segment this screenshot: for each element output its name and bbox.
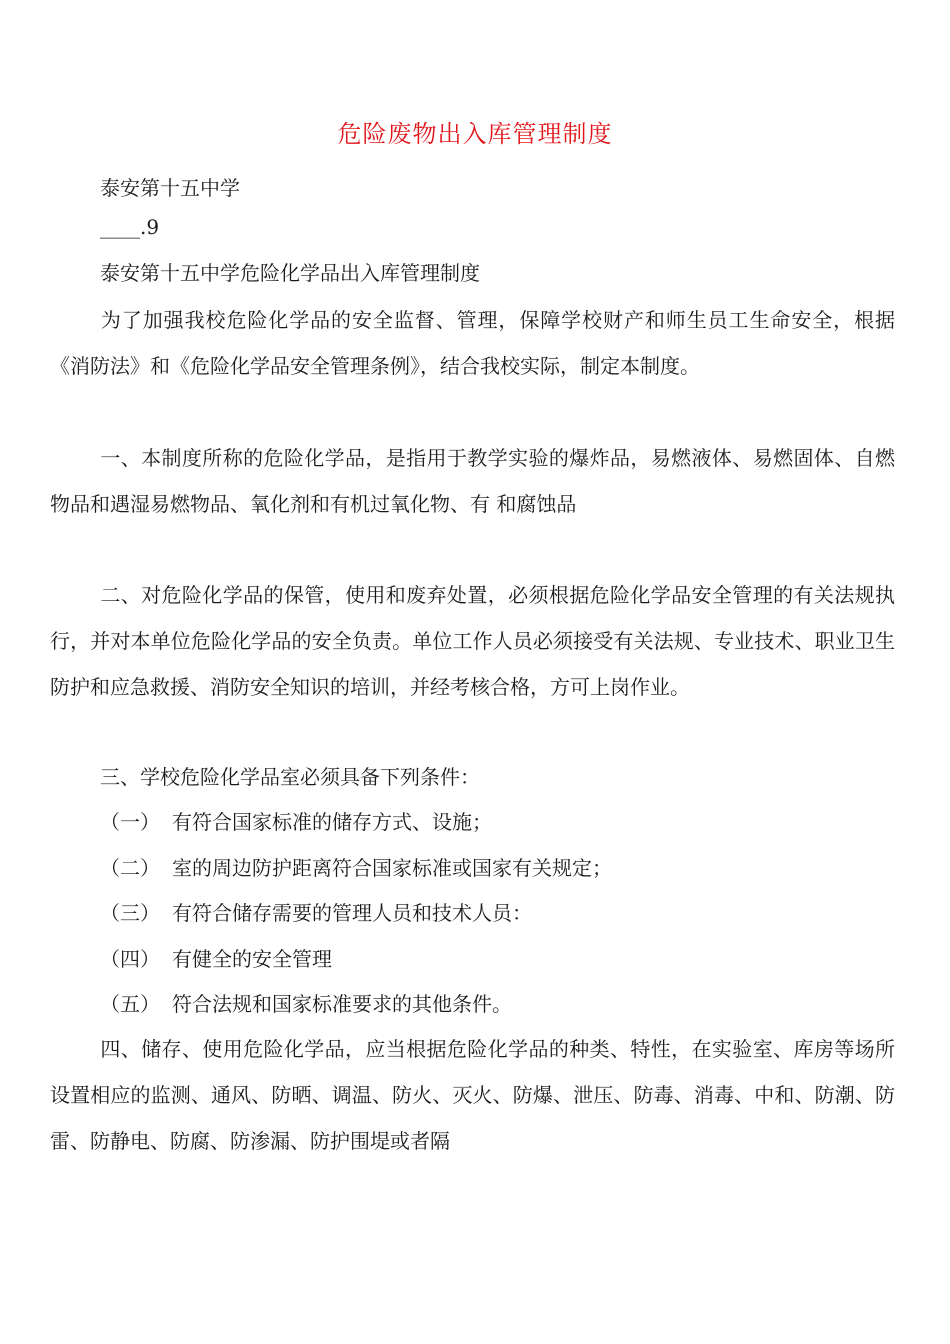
condition-item: [100, 990, 512, 1018]
section-1-paragraph: [50, 435, 895, 527]
document-subtitle: 泰安第十五中学危险化学品出入库管理制度: [100, 261, 480, 285]
condition-text: 有健全的安全管理: [172, 947, 332, 971]
condition-number: （四）: [100, 947, 160, 971]
section-4-text: 四、储存、使用危险化学品，应当根据危险化学品的种类、特性，在实验室、库房等场所设置相应的监测、通风、防晒、调温、防火、灭火、防爆、泄压、防毒、消毒、中和、防潮、防雷、防静电、防腐、防渗漏、防护围堤或者隔: [50, 1037, 895, 1153]
condition-number: （三）: [100, 901, 160, 925]
section-1-text: 一、本制度所称的危险化学品，是指用于教学实验的爆炸品，易燃液体、易燃固体、自燃物品和遇湿易燃物品、氧化剂和有机过氧化物、有 和腐蚀品: [50, 446, 895, 516]
intro-text: 为了加强我校危险化学品的安全监督、管理，保障学校财产和师生员工生命安全，根据《消防法》和《危险化学品安全管理条例》，结合我校实际，制定本制度。: [50, 308, 895, 378]
condition-text: 室的周边防护距离符合国家标准或国家有关规定；: [172, 856, 612, 880]
section-3-heading: 三、学校危险化学品室必须具备下列条件：: [100, 765, 480, 789]
condition-number: （五）: [100, 992, 160, 1016]
section-4-paragraph: [50, 1026, 895, 1164]
condition-text: 有符合国家标准的储存方式、设施；: [172, 810, 492, 834]
condition-text: 符合法规和国家标准要求的其他条件。: [172, 992, 512, 1016]
section-2-paragraph: [50, 572, 895, 710]
condition-item: [100, 808, 492, 836]
condition-number: （一）: [100, 810, 160, 834]
section-2-text: 二、对危险化学品的保管，使用和废弃处置，必须根据危险化学品安全管理的有关法规执行，并对本单位危险化学品的安全负责。单位工作人员必须接受有关法规、专业技术、职业卫生防护和应急救援、消防安全知识的培训，并经考核合格，方可上岗作业。: [50, 583, 895, 699]
document-title: 危险废物出入库管理制度: [337, 120, 613, 148]
condition-item: [100, 899, 532, 927]
condition-item: [100, 945, 332, 973]
school-name: 泰安第十五中学: [100, 176, 240, 200]
condition-item: [100, 854, 612, 882]
condition-text: 有符合储存需要的管理人员和技术人员：: [172, 901, 532, 925]
condition-number: （二）: [100, 856, 160, 880]
document-date: ____.9: [100, 215, 160, 239]
intro-paragraph: [50, 297, 895, 389]
